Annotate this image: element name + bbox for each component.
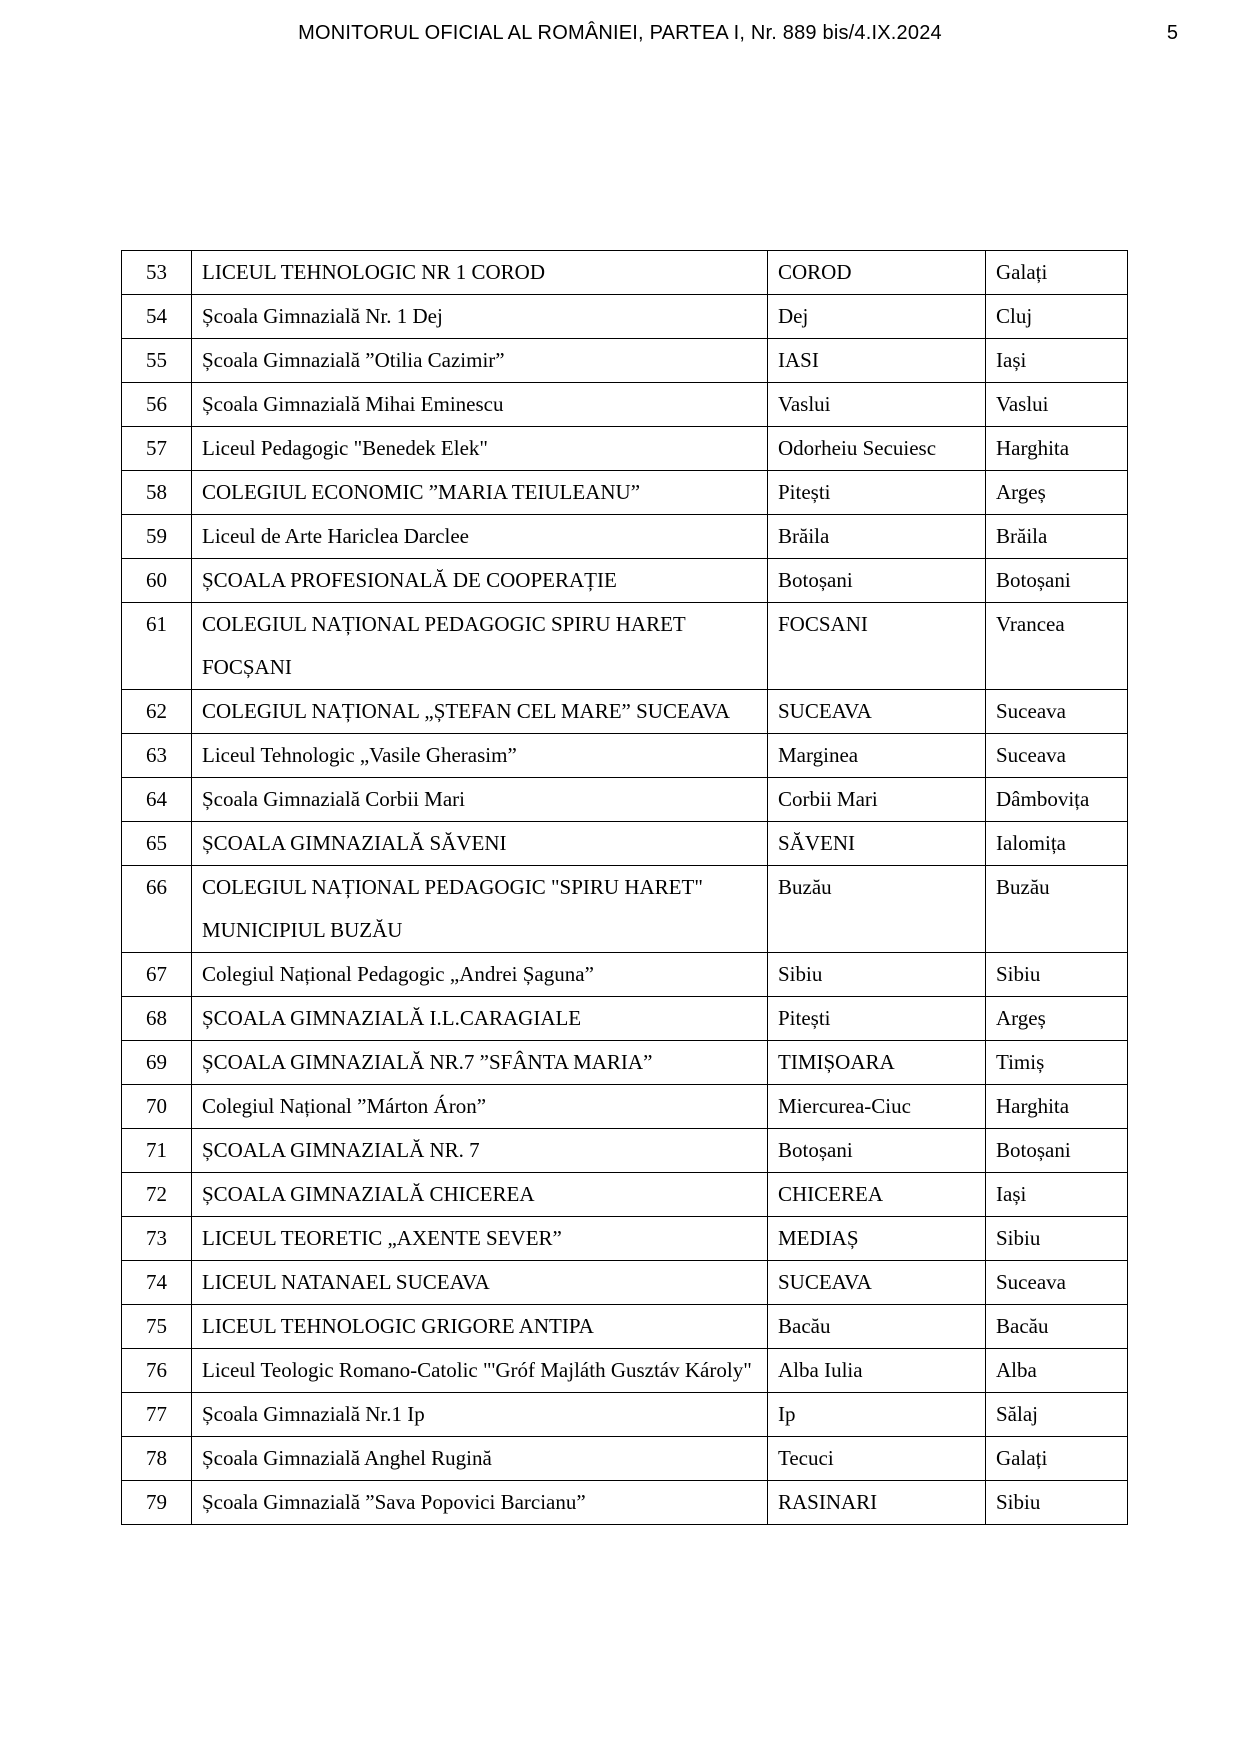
row-number-cell: 56 (122, 383, 192, 427)
locality-cell: CHICEREA (768, 1173, 986, 1217)
county-cell: Suceava (986, 734, 1128, 778)
school-name-cell: Școala Gimnazială Nr. 1 Dej (192, 295, 768, 339)
school-name-cell: ȘCOALA GIMNAZIALĂ CHICEREA (192, 1173, 768, 1217)
row-number-cell: 67 (122, 953, 192, 997)
locality-cell: Alba Iulia (768, 1349, 986, 1393)
school-name-cell: Liceul Teologic Romano-Catolic "'Gróf Majláth Gusztáv Károly" (192, 1349, 768, 1393)
county-cell: Brăila (986, 515, 1128, 559)
table-row (122, 1173, 1128, 1217)
locality-cell: TIMIȘOARA (768, 1041, 986, 1085)
school-name-cell: Școala Gimnazială Anghel Rugină (192, 1437, 768, 1481)
locality-cell: Ip (768, 1393, 986, 1437)
table-row (122, 1481, 1128, 1525)
locality-cell: FOCSANI (768, 603, 986, 690)
row-number-cell: 62 (122, 690, 192, 734)
row-number-cell: 59 (122, 515, 192, 559)
locality-cell: Brăila (768, 515, 986, 559)
table-row (122, 1261, 1128, 1305)
locality-cell: IASI (768, 339, 986, 383)
row-number-cell: 63 (122, 734, 192, 778)
schools-table (121, 250, 1128, 1525)
table-row (122, 471, 1128, 515)
school-name-cell: LICEUL TEORETIC „AXENTE SEVER” (192, 1217, 768, 1261)
row-number-cell: 77 (122, 1393, 192, 1437)
locality-cell: SUCEAVA (768, 1261, 986, 1305)
school-name-cell: Liceul Pedagogic "Benedek Elek" (192, 427, 768, 471)
locality-cell: Corbii Mari (768, 778, 986, 822)
county-cell: Sibiu (986, 953, 1128, 997)
school-name-cell: LICEUL TEHNOLOGIC NR 1 COROD (192, 251, 768, 295)
locality-cell: RASINARI (768, 1481, 986, 1525)
row-number-cell: 54 (122, 295, 192, 339)
county-cell: Bacău (986, 1305, 1128, 1349)
county-cell: Botoșani (986, 1129, 1128, 1173)
table-row (122, 1349, 1128, 1393)
row-number-cell: 57 (122, 427, 192, 471)
row-number-cell: 66 (122, 866, 192, 953)
table-row (122, 251, 1128, 295)
locality-cell: SĂVENI (768, 822, 986, 866)
school-name-cell: ȘCOALA GIMNAZIALĂ NR. 7 (192, 1129, 768, 1173)
row-number-cell: 53 (122, 251, 192, 295)
table-row (122, 1217, 1128, 1261)
table-row (122, 1041, 1128, 1085)
school-name-cell: COLEGIUL ECONOMIC ”MARIA TEIULEANU” (192, 471, 768, 515)
county-cell: Iași (986, 1173, 1128, 1217)
school-name-cell: ȘCOALA GIMNAZIALĂ SĂVENI (192, 822, 768, 866)
table-row (122, 822, 1128, 866)
table-row (122, 339, 1128, 383)
table-row (122, 1129, 1128, 1173)
locality-cell: Marginea (768, 734, 986, 778)
row-number-cell: 79 (122, 1481, 192, 1525)
school-name-cell: Școala Gimnazială ”Sava Popovici Barcianu” (192, 1481, 768, 1525)
row-number-cell: 73 (122, 1217, 192, 1261)
row-number-cell: 71 (122, 1129, 192, 1173)
table-row (122, 778, 1128, 822)
school-name-cell: Școala Gimnazială Corbii Mari (192, 778, 768, 822)
locality-cell: MEDIAȘ (768, 1217, 986, 1261)
county-cell: Harghita (986, 427, 1128, 471)
locality-cell: Bacău (768, 1305, 986, 1349)
row-number-cell: 64 (122, 778, 192, 822)
table-row (122, 866, 1128, 953)
table-row (122, 1393, 1128, 1437)
county-cell: Cluj (986, 295, 1128, 339)
county-cell: Galați (986, 251, 1128, 295)
row-number-cell: 78 (122, 1437, 192, 1481)
table-row (122, 734, 1128, 778)
locality-cell: SUCEAVA (768, 690, 986, 734)
county-cell: Buzău (986, 866, 1128, 953)
school-name-cell: LICEUL NATANAEL SUCEAVA (192, 1261, 768, 1305)
row-number-cell: 74 (122, 1261, 192, 1305)
school-name-cell: COLEGIUL NAȚIONAL „ȘTEFAN CEL MARE” SUCEAVA (192, 690, 768, 734)
table-row (122, 603, 1128, 690)
row-number-cell: 68 (122, 997, 192, 1041)
school-name-cell: Liceul Tehnologic „Vasile Gherasim” (192, 734, 768, 778)
school-name-cell: Școala Gimnazială Nr.1 Ip (192, 1393, 768, 1437)
locality-cell: Buzău (768, 866, 986, 953)
school-name-cell: ȘCOALA GIMNAZIALĂ I.L.CARAGIALE (192, 997, 768, 1041)
row-number-cell: 65 (122, 822, 192, 866)
county-cell: Iași (986, 339, 1128, 383)
row-number-cell: 75 (122, 1305, 192, 1349)
county-cell: Timiș (986, 1041, 1128, 1085)
county-cell: Sibiu (986, 1217, 1128, 1261)
table-row (122, 559, 1128, 603)
county-cell: Argeș (986, 997, 1128, 1041)
locality-cell: Dej (768, 295, 986, 339)
row-number-cell: 70 (122, 1085, 192, 1129)
row-number-cell: 55 (122, 339, 192, 383)
page-number: 5 (1166, 22, 1178, 44)
school-name-cell: Școala Gimnazială ”Otilia Cazimir” (192, 339, 768, 383)
school-name-cell: COLEGIUL NAȚIONAL PEDAGOGIC SPIRU HARET FOCȘANI (192, 603, 768, 690)
locality-cell: Vaslui (768, 383, 986, 427)
table-row (122, 295, 1128, 339)
school-name-cell: ȘCOALA PROFESIONALĂ DE COOPERAȚIE (192, 559, 768, 603)
row-number-cell: 61 (122, 603, 192, 690)
county-cell: Suceava (986, 1261, 1128, 1305)
row-number-cell: 69 (122, 1041, 192, 1085)
row-number-cell: 72 (122, 1173, 192, 1217)
county-cell: Alba (986, 1349, 1128, 1393)
county-cell: Vaslui (986, 383, 1128, 427)
county-cell: Sălaj (986, 1393, 1128, 1437)
table-row (122, 427, 1128, 471)
locality-cell: Odorheiu Secuiesc (768, 427, 986, 471)
locality-cell: Botoșani (768, 1129, 986, 1173)
school-name-cell: Școala Gimnazială Mihai Eminescu (192, 383, 768, 427)
table-row (122, 953, 1128, 997)
locality-cell: Miercurea-Ciuc (768, 1085, 986, 1129)
table-row (122, 997, 1128, 1041)
locality-cell: Sibiu (768, 953, 986, 997)
locality-cell: Botoșani (768, 559, 986, 603)
row-number-cell: 60 (122, 559, 192, 603)
page-header-title: MONITORUL OFICIAL AL ROMÂNIEI, PARTEA I, Nr. 889 bis/4.IX.2024 (298, 22, 942, 44)
locality-cell: Pitești (768, 471, 986, 515)
schools-table-body (122, 251, 1128, 1525)
table-row (122, 383, 1128, 427)
county-cell: Dâmbovița (986, 778, 1128, 822)
row-number-cell: 76 (122, 1349, 192, 1393)
school-name-cell: Colegiul Național Pedagogic „Andrei Șaguna” (192, 953, 768, 997)
county-cell: Sibiu (986, 1481, 1128, 1525)
school-name-cell: ȘCOALA GIMNAZIALĂ NR.7 ”SFÂNTA MARIA” (192, 1041, 768, 1085)
county-cell: Suceava (986, 690, 1128, 734)
county-cell: Argeș (986, 471, 1128, 515)
county-cell: Vrancea (986, 603, 1128, 690)
county-cell: Galați (986, 1437, 1128, 1481)
locality-cell: Pitești (768, 997, 986, 1041)
row-number-cell: 58 (122, 471, 192, 515)
table-row (122, 1305, 1128, 1349)
school-name-cell: Liceul de Arte Hariclea Darclee (192, 515, 768, 559)
school-name-cell: Colegiul Național ”Márton Áron” (192, 1085, 768, 1129)
table-row (122, 515, 1128, 559)
county-cell: Ialomița (986, 822, 1128, 866)
table-row (122, 1437, 1128, 1481)
county-cell: Harghita (986, 1085, 1128, 1129)
locality-cell: Tecuci (768, 1437, 986, 1481)
locality-cell: COROD (768, 251, 986, 295)
county-cell: Botoșani (986, 559, 1128, 603)
school-name-cell: COLEGIUL NAȚIONAL PEDAGOGIC "SPIRU HARET" MUNICIPIUL BUZĂU (192, 866, 768, 953)
table-row (122, 690, 1128, 734)
school-name-cell: LICEUL TEHNOLOGIC GRIGORE ANTIPA (192, 1305, 768, 1349)
table-row (122, 1085, 1128, 1129)
